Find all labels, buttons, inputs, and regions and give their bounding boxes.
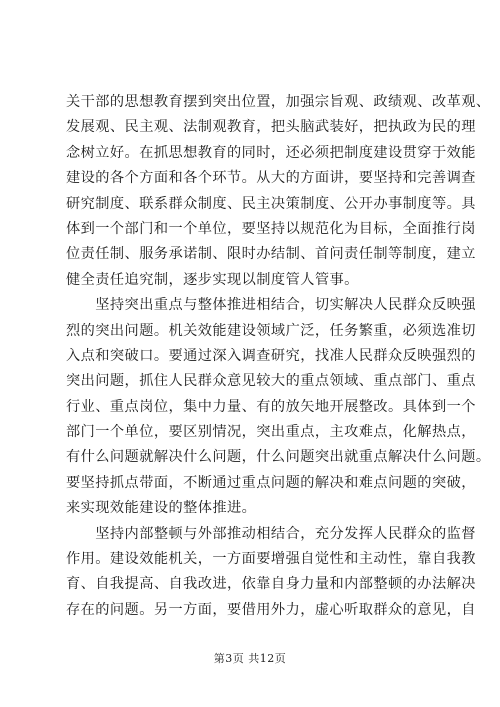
text-line: 存在的问题。另一方面，要借用外力，虚心听取群众的意见，自 bbox=[66, 601, 476, 618]
text-line: 发展观、民主观、法制观教育，把头脑武装好，把执政为民的理 bbox=[66, 119, 476, 136]
text-line: 行业、重点岗位，集中力量、有的放矢地开展整改。具体到一个 bbox=[66, 398, 476, 415]
body-text bbox=[66, 90, 491, 623]
text-line: 坚持突出重点与整体推进相结合，切实解决人民群众反映强 bbox=[66, 297, 476, 314]
text-line: 要坚持抓点带面，不断通过重点问题的解决和难点问题的突破， bbox=[66, 474, 476, 491]
text-line: 突出问题，抓住人民群众意见较大的重点领域、重点部门、重点 bbox=[66, 373, 476, 390]
text-line: 体到一个部门和一个单位，要坚持以规范化为目标，全面推行岗 bbox=[66, 220, 476, 237]
text-line: 位责任制、服务承诺制、限时办结制、首问责任制等制度，建立 bbox=[66, 246, 476, 263]
text-line: 健全责任追究制，逐步实现以制度管人管事。 bbox=[66, 271, 359, 288]
text-line: 来实现效能建设的整体推进。 bbox=[66, 500, 257, 517]
text-line: 烈的突出问题。机关效能建设领域广泛，任务繁重，必须选准切 bbox=[66, 322, 476, 339]
text-line: 念树立好。在抓思想教育的同时，还必须把制度建设贯穿于效能 bbox=[66, 144, 476, 161]
text-line: 入点和突破口。要通过深入调查研究，找准人民群众反映强烈的 bbox=[66, 347, 476, 364]
text-line: 作用。建设效能机关，一方面要增强自觉性和主动性，靠自我教 bbox=[66, 551, 476, 568]
text-line: 部门一个单位，要区别情况，突出重点，主攻难点，化解热点， bbox=[66, 424, 476, 441]
text-line: 有什么问题就解决什么问题，什么问题突出就重点解决什么问题。 bbox=[66, 449, 491, 466]
text-line: 育、自我提高、自我改进，依靠自身力量和内部整顿的办法解决 bbox=[66, 576, 476, 593]
text-line: 坚持内部整顿与外部推动相结合，充分发挥人民群众的监督 bbox=[66, 525, 476, 542]
text-line: 建设的各个方面和各个环节。从大的方面讲，要坚持和完善调查 bbox=[66, 170, 476, 187]
text-line: 研究制度、联系群众制度、民主决策制度、公开办事制度等。具 bbox=[66, 195, 476, 212]
text-line: 关干部的思想教育摆到突出位置，加强宗旨观、政绩观、改革观、 bbox=[66, 94, 491, 110]
page-number-footer: 第3页 共12页 bbox=[213, 652, 287, 665]
